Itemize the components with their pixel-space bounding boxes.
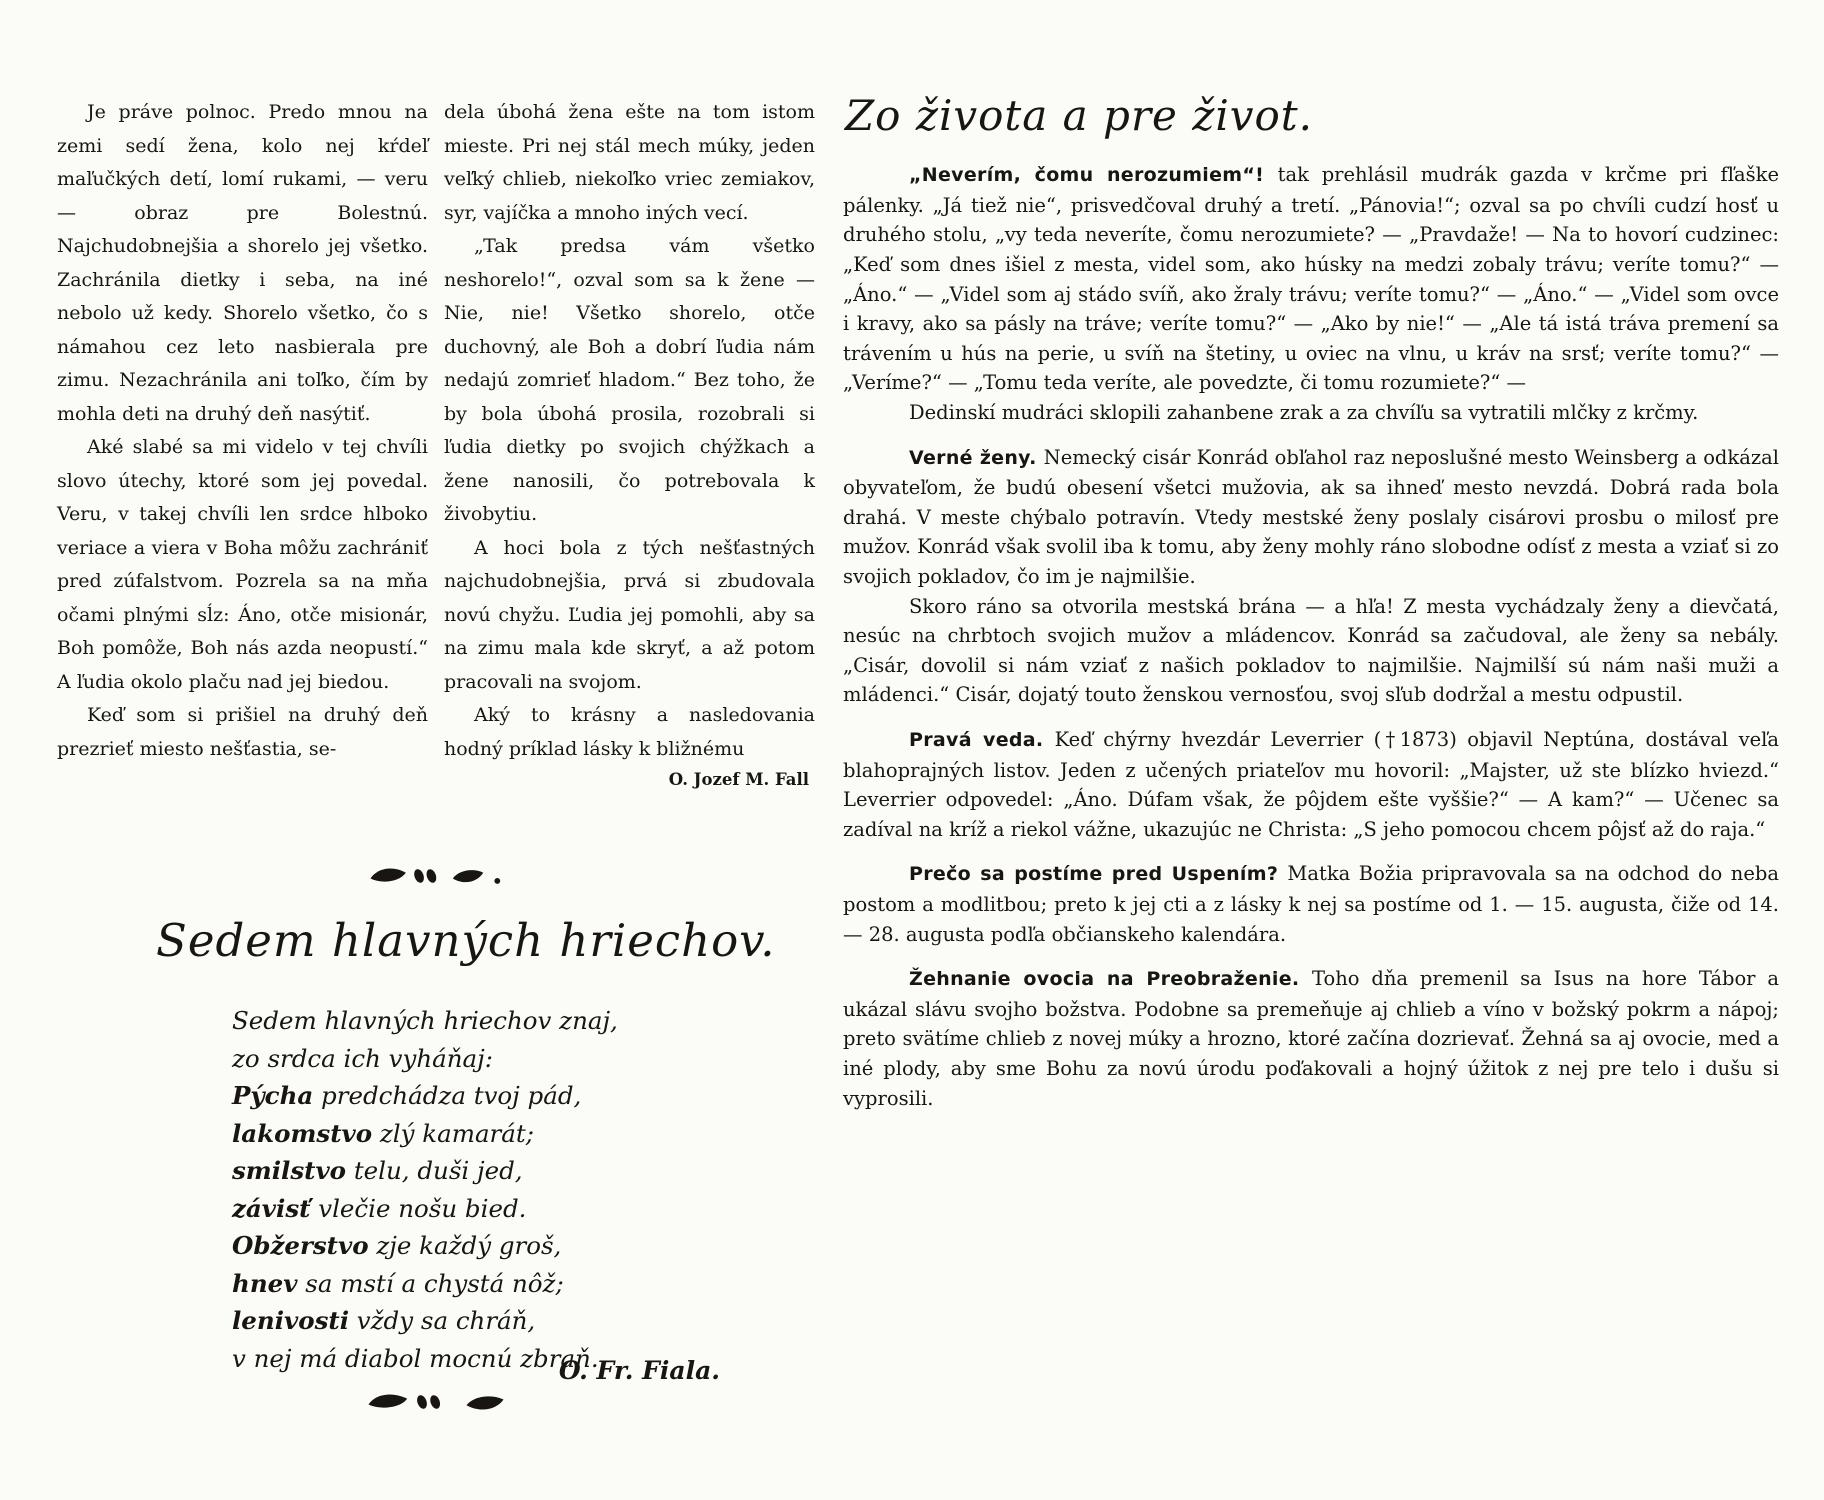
poem-line: lenivosti vždy sa chráň, [232, 1306, 536, 1335]
poem-line: závisť vlečie nošu bied. [232, 1193, 527, 1223]
feature-lead: Pravá veda. [909, 728, 1055, 751]
story-column-1 [57, 96, 428, 790]
feature-lead: Prečo sa postíme pred Uspením? [909, 863, 1288, 886]
story-paragraph: Keď som si prišiel na druhý deň prezrieť miesto nešťastia, se- [57, 704, 428, 760]
feature-paragraph: Žehnanie ovocia na Preobraženie. Toho dňa premenil sa Isus na hore Tábor a ukázal slávu svojho božstva. Podobne sa premeňuje aj chlieb a víno v božský pokrm a nápoj; preto svätíme chlieb z novej múky a hrozno, ktoré začína dozrievať. Žehná sa aj ovocie, med a iné plody, aby sme Bohu za novú úrodu poďakovali a hojný úžitok z nej pre telo i dušu si vyprosili. [843, 967, 1779, 1110]
poem-lead-word: hnev [232, 1268, 298, 1298]
poem-line: Sedem hlavných hriechov znaj, [232, 1006, 618, 1035]
feature-lead: „Neverím, čomu nerozumiem“! [909, 164, 1278, 187]
story-paragraph: Aký to krásny a nasledovania hodný príklad lásky k bližnému [444, 704, 815, 760]
feature-lead: Verné ženy. [909, 446, 1044, 469]
poem-lead-word: Obžerstvo [232, 1231, 369, 1260]
poem-line: smilstvo telu, duši jed, [232, 1156, 523, 1185]
story-paragraph: Aké slabé sa mi videlo v tej chvíli slovo útechy, ktoré som jej povedal. Veru, v takej chvíli len srdce hlboko veriace a viera v Boha môžu zachrániť pred zúfalstvom. Pozrela sa na mňa očami plnými sĺz: Áno, otče misionár, Boh pomôže, Boh nás azda neopustí.“ A ľudia okolo plaču nad jej biedou. [57, 436, 428, 693]
story-section [57, 96, 815, 790]
feature-paragraph: Dedinskí mudráci sklopili zahanbene zrak a za chvíľu sa vytratili mlčky z krčmy. [909, 401, 1699, 425]
poem-title: Sedem hlavných hriechov. [156, 914, 776, 967]
poem-lead-word: smilstvo [232, 1156, 347, 1185]
feature-paragraph: „Neverím, čomu nerozumiem“! tak prehlásil mudrák gazda v krčme pri fľaške pálenky. „Já tiež nie“, prisvedčoval druhý a tretí. „Pánovia!“; ozval sa po chvíli cudzí hosť u druhého stolu, „vy teda neveríte, čomu nerozumiete? — „Pravdaže! — Na to hovorí cudzinec: „Keď som dnes išiel z mesta, videl som, ako húsky na medzi zobaly trávu; veríte tomu?“ — „Áno.“ — „Videl som aj stádo svíň, ako žraly trávu; veríte tomu?“ — „Áno.“ — „Videl som ovce i kravy, ako sa pásly na tráve; veríte tomu?“ — „Ako by nie!“ — „Ale tá istá tráva premení sa trávením u hús na perie, u svíň na štetiny, u oviec na vlnu, u kráv na srsť; veríte tomu?“ — „Veríme?“ — „Tomu teda veríte, ale povedzte, či tomu rozumiete?“ — [843, 163, 1779, 395]
feature-paragraph: Verné ženy. Nemecký cisár Konrád obľahol raz neposlušné mesto Weinsberg a odkázal obyvateľom, že budú obesení všetci mužovia, ak sa ihneď mesto nevzdá. Dobrá rada bola drahá. V meste chýbalo potravín. Vtedy mestské ženy poslaly cisárovi prosbu o milosť pre mužov. Konrád však svolil iba k tomu, aby ženy mohly ráno slobodne odísť z mesta a vziať si zo svojich pokladov, čo im je najmilšie. [843, 445, 1779, 589]
poem-line: Obžerstvo zje každý groš, [232, 1231, 562, 1260]
poem-line: hnev sa mstí a chystá nôž; [232, 1268, 564, 1298]
story-paragraph: Je práve polnoc. Predo mnou na zemi sedí žena, kolo nej kŕdeľ maľučkých detí, lomí rukami, — veru — obraz pre Bolestnú. Najchudobnejšia a shorelo jej všetko. Zachránila dietky i seba, na iné nebolo už kedy. Shorelo všetko, čo s námahou cez leto nasbierala pre zimu. Nezachránila ani toľko, čím by mohla deti na druhý deň nasýtiť. [57, 101, 428, 425]
feature-paragraph: Pravá veda. Keď chýrny hvezdár Leverrier (†1873) objavil Neptúna, dostával veľa blahoprajných listov. Jeden z učených priateľov mu hovoril: „Majster, už ste blízko hviezd.“ Leverrier odpovedel: „Áno. Dúfam však, že pôjdem ešte vyššie?“ — A kam?“ — Učenec sa zadíval na kríž a riekol vážne, ukazujúc ne Christa: „S jeho pomocou chcem pôjsť až do raja.“ [843, 727, 1779, 841]
poem-signature: O. Fr. Fiala. [558, 1356, 720, 1385]
poem-line: Pýcha predchádza tvoj pád, [232, 1081, 582, 1110]
story-column-2 [444, 96, 815, 790]
poem-lead-word: lakomstvo [232, 1118, 373, 1148]
poem-lead-word: Pýcha [232, 1081, 314, 1110]
flourish-icon [366, 1388, 506, 1416]
poem-line: zo srdca ich vyháňaj: [232, 1043, 493, 1073]
poem-line: v nej má diabol mocnú zbraň. [232, 1343, 599, 1373]
story-paragraph: A hoci bola z tých nešťastných najchudobnejšia, prvá si zbudovala novú chyžu. Ľudia jej pomohli, aby sa na zimu mala kde skryť, a až potom pracovali na svojom. [444, 536, 815, 693]
section-title: Zo života a pre život. [845, 91, 1314, 140]
feature-lead: Žehnanie ovocia na Preobraženie. [909, 968, 1312, 991]
divider-ornament [366, 1388, 506, 1421]
features-section [843, 92, 1779, 1113]
flourish-icon [368, 862, 508, 890]
story-paragraph: dela úbohá žena ešte na tom istom mieste. Pri nej stál mech múky, jeden veľký chlieb, niekoľko vriec zemiakov, syr, vajíčka a mnoho iných vecí. [444, 101, 815, 224]
story-paragraph: „Tak predsa vám všetko neshorelo!“, ozval som sa k žene — Nie, nie! Všetko shorelo, otče duchovný, ale Boh a dobrí ľudia nám nedajú zomrieť hladom.“ Bez toho, že by bola úbohá prosila, rozobrali si ľudia dietky po svojich chýžkach a žene nanosili, čo potrebovala k živobytiu. [444, 235, 815, 525]
poem-lead-word: závisť [232, 1193, 311, 1223]
feature-paragraph: Skoro ráno sa otvorila mestská brána — a hľa! Z mesta vychádzaly ženy a dievčatá, nesúc na chrbtoch svojich mužov a mládencov. Konrád sa začudoval, ale ženy sa nebály. „Cisár, dovolil si nám vziať z našich pokladov to najmilšie. Najmilší sú nám naši muži a mládenci.“ Cisár, dojatý touto ženskou vernosťou, svoj sľub dodržal a mestu odpustil. [843, 594, 1779, 707]
poem-line: lakomstvo zlý kamarát; [232, 1118, 534, 1148]
story-signature: O. Jozef M. Fall [668, 770, 809, 789]
poem-lead-word: lenivosti [232, 1306, 350, 1335]
divider-ornament [368, 862, 508, 895]
feature-paragraphs [843, 160, 1779, 1113]
poem-body [232, 1002, 618, 1377]
feature-paragraph: Prečo sa postíme pred Uspením? Matka Božia pripravovala sa na odchod do neba postom a modlitbou; preto k jej cti a z lásky k nej sa postíme od 1. — 15. augusta, čiže od 14. — 28. augusta podľa občianskeho kalendára. [843, 862, 1779, 946]
